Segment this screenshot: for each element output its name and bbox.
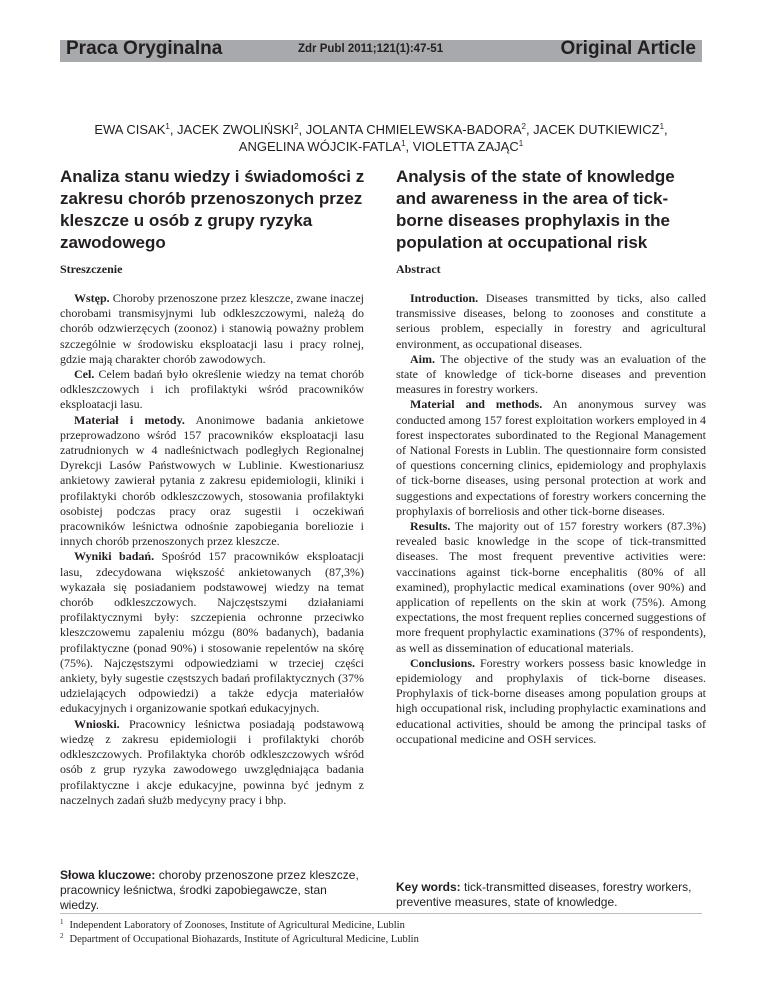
header-english-label: Original Article	[560, 38, 696, 59]
english-abstract	[396, 291, 706, 747]
author-affiliation-mark: 1	[659, 122, 665, 131]
affiliations	[60, 919, 419, 946]
abstract-paragraph-introduction	[60, 291, 364, 367]
author-affiliation-mark: 1	[518, 139, 524, 148]
author-affiliation-mark: 2	[521, 122, 526, 131]
paragraph-label: Wyniki badań.	[74, 549, 155, 564]
header-citation: Zdr Publ 2011;121(1):47-51	[298, 43, 444, 55]
author-line-1	[60, 121, 702, 138]
polish-abstract	[60, 291, 364, 808]
polish-keywords	[60, 868, 364, 914]
author-name: , JOLANTA CHMIELEWSKA-BADORA	[298, 122, 522, 137]
paragraph-text: The majority out of 157 forestry workers (87.3%) revealed basic knowledge in the scope of tick-transmitted diseases. The most frequent preventive activities were: vaccinations against tick-borne encephalitis (80% of all examined), prophylactic medical examinations (over 90%) and application of repellents on the skin at work (75%). Among expectations, the most frequent replies concerned suggestions of more frequent prophylactic examinations (37% of respondents), as well as dissemination of educational materials.	[396, 519, 706, 655]
paragraph-label: Results.	[410, 519, 451, 534]
author-affiliation-mark: 1	[401, 139, 406, 148]
author-list	[60, 121, 702, 155]
author-separator: ,	[664, 122, 668, 137]
paragraph-label: Material and methods.	[410, 397, 543, 412]
author-name: EWA CISAK	[94, 122, 166, 137]
polish-title: Analiza stanu wiedzy i świadomości z zakresu chorób przenoszonych przez kleszcze u osób z grupy ryzyka zawodowego	[60, 167, 365, 252]
author-affiliation-mark: 2	[294, 122, 299, 131]
paragraph-text: Choroby przenoszone przez kleszcze, zwane inaczej chorobami transmisyjnymi lub odkleszczowymi, należą do chorób odzwierzęcych (zoonoz) i stanowią poważny problem szczególnie w środowisku eksploatacji lasu i pracy rolnej, gdzie mają charakter chorób zawodowych.	[60, 291, 364, 366]
english-keywords	[396, 880, 706, 910]
author-name: , JACEK ZWOLIŃSKI	[169, 122, 295, 137]
polish-section-heading: Streszczenie	[60, 262, 123, 276]
affiliation-text: Department of Occupational Biohazards, Institute of Agricultural Medicine, Lublin	[69, 933, 419, 945]
affiliation-number: 1	[60, 918, 64, 926]
paragraph-text: Spośród 157 pracowników eksploatacji lasu, zdecydowana większość ankietowanych (87,3%) wykazała się posiadaniem podstawowej wiedzy na temat chorób odkleszczowych. Najczęstszymi działaniami profilaktycznymi były: szczepienia ochronne przeciwko kleszczowemu zapaleniu mózgu (80% badanych), badania profilaktyczne (ponad 90%) i stosowanie repelentów na skórę (75%). Najczęstszymi odpowiedziami w trzeciej części ankiety, były sugestie częstszych badań profilaktycznych (37% udzielających odpowiedzi) a także edycja materiałów edukacyjnych i organizowanie spotkań edukacyjnych.	[60, 549, 365, 716]
paragraph-label: Wstęp.	[74, 291, 110, 305]
paragraph-text: An anonymous survey was conducted among 157 forest exploitation workers employed in 4 forest inspectorates subordinated to the Regional Management of National Forests in Lublin. The questionnaire form consisted of questions concerning clinics, epidemiology and prophylaxis of tick-borne diseases, using personal protection at work and suggestions and expectations of forestry workers concerning the prophylaxis of borreliosis and other tick-borne diseases.	[396, 397, 706, 518]
affiliation-item	[60, 933, 419, 947]
paragraph-label: Wnioski.	[74, 716, 120, 731]
abstract-paragraph-methods	[396, 397, 706, 519]
english-section-heading: Abstract	[396, 262, 441, 276]
paragraph-label: Conclusions.	[410, 655, 476, 670]
abstract-paragraph-results	[396, 519, 706, 656]
author-name: , VIOLETTA ZAJĄC	[405, 139, 519, 154]
footnote-divider	[60, 913, 702, 914]
affiliation-item	[60, 919, 419, 933]
paragraph-text: Celem badań było określenie wiedzy na temat chorób odkleszczowych i ich profilaktyki wśród pracowników eksploatacji lasu.	[60, 367, 364, 412]
journal-header-bar	[60, 40, 702, 62]
abstract-paragraph-methods	[60, 413, 364, 550]
paragraph-text: The objective of the study was an evaluation of the state of knowledge of tick-borne diseases and prevention measures in forestry workers.	[396, 351, 706, 397]
author-name: , JACEK DUTKIEWICZ	[525, 122, 660, 137]
english-title: Analysis of the state of knowledge and awareness in the area of tick-borne diseases prophylaxis in the population at occupational risk	[396, 167, 675, 252]
paragraph-text: Anonimowe badania ankietowe przeprowadzono wśród 157 pracowników eksploatacji lasu zatrudnionych w 4 nadleśnictwach podległych Regionalnej Dyrekcji Lasów Państwowych w Lublinie. Kwestionariusz ankietowy zawierał pytania z zakresu epidemiologii, kliniki i profilaktyki chorób odkleszczowych, stosowania profilaktyki osobistej podczas pracy oraz sugestii i oczekiwań pracowników leśnictwa odnośnie zapobiegania boreliozie i innych chorób przenoszonych przez kleszcze.	[60, 412, 364, 549]
abstract-paragraph-aim	[60, 367, 364, 413]
abstract-paragraph-introduction	[396, 291, 706, 352]
paragraph-text: Forestry workers possess basic knowledge in epidemiology and prophylaxis of tick-borne diseases. Prophylaxis of tick-borne diseases among population groups at high occupational risk, including prophylactic examinations and educational activities, should be among the principal tasks of occupational medicine and OSH services.	[396, 655, 706, 746]
affiliation-text: Independent Laboratory of Zoonoses, Institute of Agricultural Medicine, Lublin	[69, 920, 405, 931]
abstract-paragraph-aim	[396, 352, 706, 398]
abstract-paragraph-results	[60, 549, 364, 716]
keywords-label: Key words:	[396, 880, 461, 894]
author-name: ANGELINA WÓJCIK-FATLA	[238, 139, 402, 154]
keywords-label: Słowa kluczowe:	[60, 868, 156, 882]
affiliation-number: 2	[60, 931, 64, 940]
keywords-text: choroby przenoszone przez kleszcze, pracownicy leśnictwa, środki zapobiegawcze, stan wiedzy.	[60, 868, 359, 913]
paragraph-label: Cel.	[74, 367, 95, 382]
keywords-text: tick-transmitted diseases, forestry workers, preventive measures, state of knowledge.	[396, 880, 692, 910]
header-polish-label: Praca Oryginalna	[66, 38, 223, 59]
abstract-paragraph-conclusions	[396, 656, 706, 747]
abstract-paragraph-conclusions	[60, 717, 364, 808]
paragraph-label: Aim.	[410, 351, 435, 366]
author-line-2	[60, 138, 702, 155]
author-affiliation-mark: 1	[165, 122, 170, 131]
paragraph-label: Introduction.	[410, 291, 479, 305]
paragraph-label: Materiał i metody.	[74, 412, 185, 427]
paragraph-text: Pracownicy leśnictwa posiadają podstawową wiedzę z zakresu epidemiologii i profilaktyki chorób odkleszczowych. Profilaktyka chorób odkleszczowych wśród osób z grup ryzyka zawodowego uwzględniająca badania profilaktyczne i akcje edukacyjne, powinna być jednym z naczelnych zadań służb medycyny pracy i bhp.	[60, 716, 364, 807]
paragraph-text: Diseases transmitted by ticks, also called transmissive diseases, belong to zoonoses and constitute a serious problem, especially in forestry and agricultural environment, as occupational diseases.	[396, 291, 706, 351]
